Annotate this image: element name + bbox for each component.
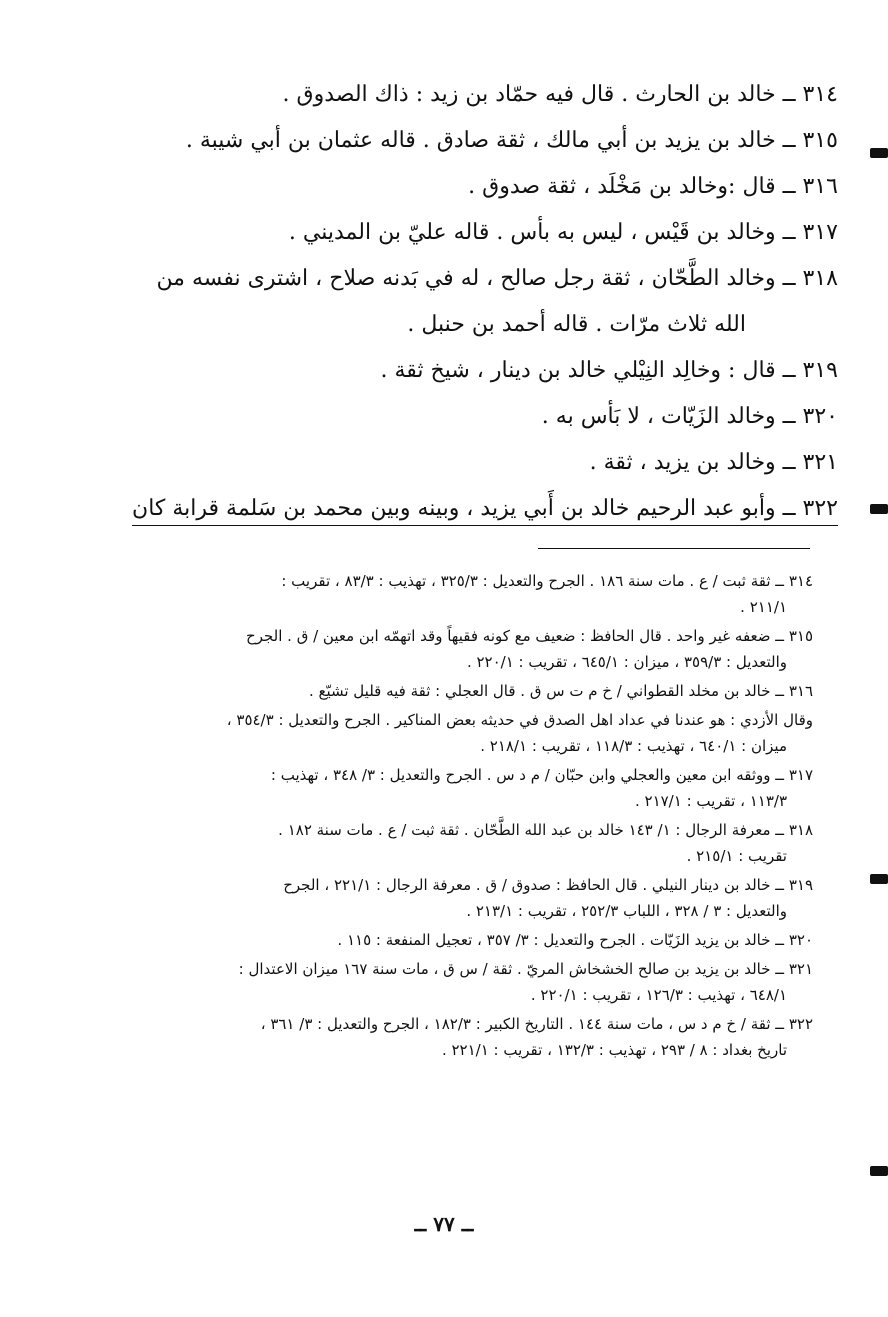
footnote-322 xyxy=(125,1011,813,1063)
entry-321: ٣٢١ ــ وخالد بن يزيد ، ثقة . xyxy=(589,450,838,475)
scan-edge-mark xyxy=(870,504,888,514)
footnote-line: ٣٢١ ــ خالد بن يزيد بن صالح الخشخاش المريّ . ثقة / س ق ، مات سنة ١٦٧ ميزان الاعتدال : xyxy=(238,960,813,978)
footnote-line: ٢١١/١ . xyxy=(740,598,787,616)
entry-322: ٣٢٢ ــ وأبو عبد الرحيم خالد بن أَبي يزيد ، وبينه وبين محمد بن سَلمة قرابة كان xyxy=(132,496,838,521)
footnote-321 xyxy=(125,956,813,1008)
footnote-314 xyxy=(125,568,813,620)
scan-edge-mark xyxy=(870,874,888,884)
footnote-line: ميزان : ٦٤٠/١ ، تهذيب : ١١٨/٣ ، تقريب : ٢١٨/١ . xyxy=(480,737,787,755)
page-number: ــ ٧٧ ــ xyxy=(414,1212,474,1236)
footnote-line: ٣٢٢ ــ ثقة / خ م د س ، مات سنة ١٤٤ . التاريخ الكبير : ١٨٢/٣ ، الجرح والتعديل : ٣/ ٣٦١ ، xyxy=(260,1015,813,1033)
scan-edge-mark xyxy=(870,148,888,158)
main-text xyxy=(120,72,838,532)
footnote-319 xyxy=(125,872,813,924)
entry-314: ٣١٤ ــ خالد بن الحارث . قال فيه حمّاد بن زيد : ذاك الصدوق . xyxy=(282,82,838,107)
footnote-line: والتعديل : ٣ / ٣٢٨ ، اللباب ٢٥٢/٣ ، تقريب : ٢١٣/١ . xyxy=(466,902,787,920)
footnote-316 xyxy=(125,678,813,704)
entry-315: ٣١٥ ــ خالد بن يزيد بن أبي مالك ، ثقة صادق . قاله عثمان بن أبي شيبة . xyxy=(185,128,838,153)
footnote-line: تقريب : ٢١٥/١ . xyxy=(686,847,787,865)
entry-318: ٣١٨ ــ وخالد الطَّحّان ، ثقة رجل صالح ، له في بَدنه صلاح ، اشترى نفسه من xyxy=(156,266,838,291)
footnote-315 xyxy=(125,623,813,675)
footnote-318 xyxy=(125,817,813,869)
entry-319: ٣١٩ ــ قال : وخالِد النِيْلي خالد بن دينار ، شيخ ثقة . xyxy=(380,358,838,383)
footnote-line: ٣١٧ ــ ووثقه ابن معين والعجلي وابن حبّان / م د س . الجرح والتعديل : ٣/ ٣٤٨ ، تهذيب : xyxy=(270,766,813,784)
footnote-line: ٣١٦ ــ خالد بن مخلد القطواني / خ م ت س ق . قال العجلي : ثقة فيه قليل تشيّع . xyxy=(308,682,813,700)
footnote-separator xyxy=(538,548,810,549)
footnote-line: ٣١٩ ــ خالد بن دينار النيلي . قال الحافظ : صدوق / ق . معرفة الرجال : ٢٢١/١ ، الجرح xyxy=(283,876,813,894)
footnote-line: وقال الأزدي : هو عندنا في عداد اهل الصدق في حديثه بعض المناكير . الجرح والتعديل : ٣٥٤/٣ ، xyxy=(226,711,813,729)
footnote-line: والتعديل : ٣٥٩/٣ ، ميزان : ٦٤٥/١ ، تقريب : ٢٢٠/١ . xyxy=(466,653,787,671)
footnotes xyxy=(125,568,813,1066)
footnote-317 xyxy=(125,762,813,814)
scan-edge-mark xyxy=(870,1166,888,1176)
entry-318-continuation: الله ثلاث مرّات . قاله أحمد بن حنبل . xyxy=(407,312,746,337)
footnote-320 xyxy=(125,927,813,953)
entry-317: ٣١٧ ــ وخالد بن قَيْس ، ليس به بأس . قاله عليّ بن المديني . xyxy=(288,220,838,245)
footnote-line: ٣١٨ ــ معرفة الرجال : ١/ ١٤٣ خالد بن عبد الله الطَّحّان . ثقة ثبت / ع . مات سنة ١٨٢ . xyxy=(278,821,813,839)
footnote-316-azdi xyxy=(125,707,813,759)
entry-316: ٣١٦ ــ قال :وخالد بن مَخْلَد ، ثقة صدوق . xyxy=(468,174,838,199)
footnote-line: تاريخ بغداد : ٨ / ٢٩٣ ، تهذيب : ١٣٢/٣ ، تقريب : ٢٢١/١ . xyxy=(441,1041,787,1059)
footnote-line: ٣١٥ ــ ضعفه غير واحد . قال الحافظ : ضعيف مع كونه فقيهاً وقد اتهمّه ابن معين / ق . الجرح xyxy=(246,627,813,645)
footnote-line: ٦٤٨/١ ، تهذيب : ١٢٦/٣ ، تقريب : ٢٢٠/١ . xyxy=(530,986,787,1004)
footnote-line: ٣٢٠ ــ خالد بن يزيد الزَيّات . الجرح والتعديل : ٣/ ٣٥٧ ، تعجيل المنفعة : ١١٥ . xyxy=(337,931,813,949)
footnote-line: ١١٣/٣ ، تقريب : ٢١٧/١ . xyxy=(634,792,787,810)
entry-320: ٣٢٠ ــ وخالد الزَيّات ، لا بَأس به . xyxy=(541,404,838,429)
footnote-line: ٣١٤ ــ ثقة ثبت / ع . مات سنة ١٨٦ . الجرح والتعديل : ٣٢٥/٣ ، تهذيب : ٨٣/٣ ، تقريب : xyxy=(281,572,813,590)
